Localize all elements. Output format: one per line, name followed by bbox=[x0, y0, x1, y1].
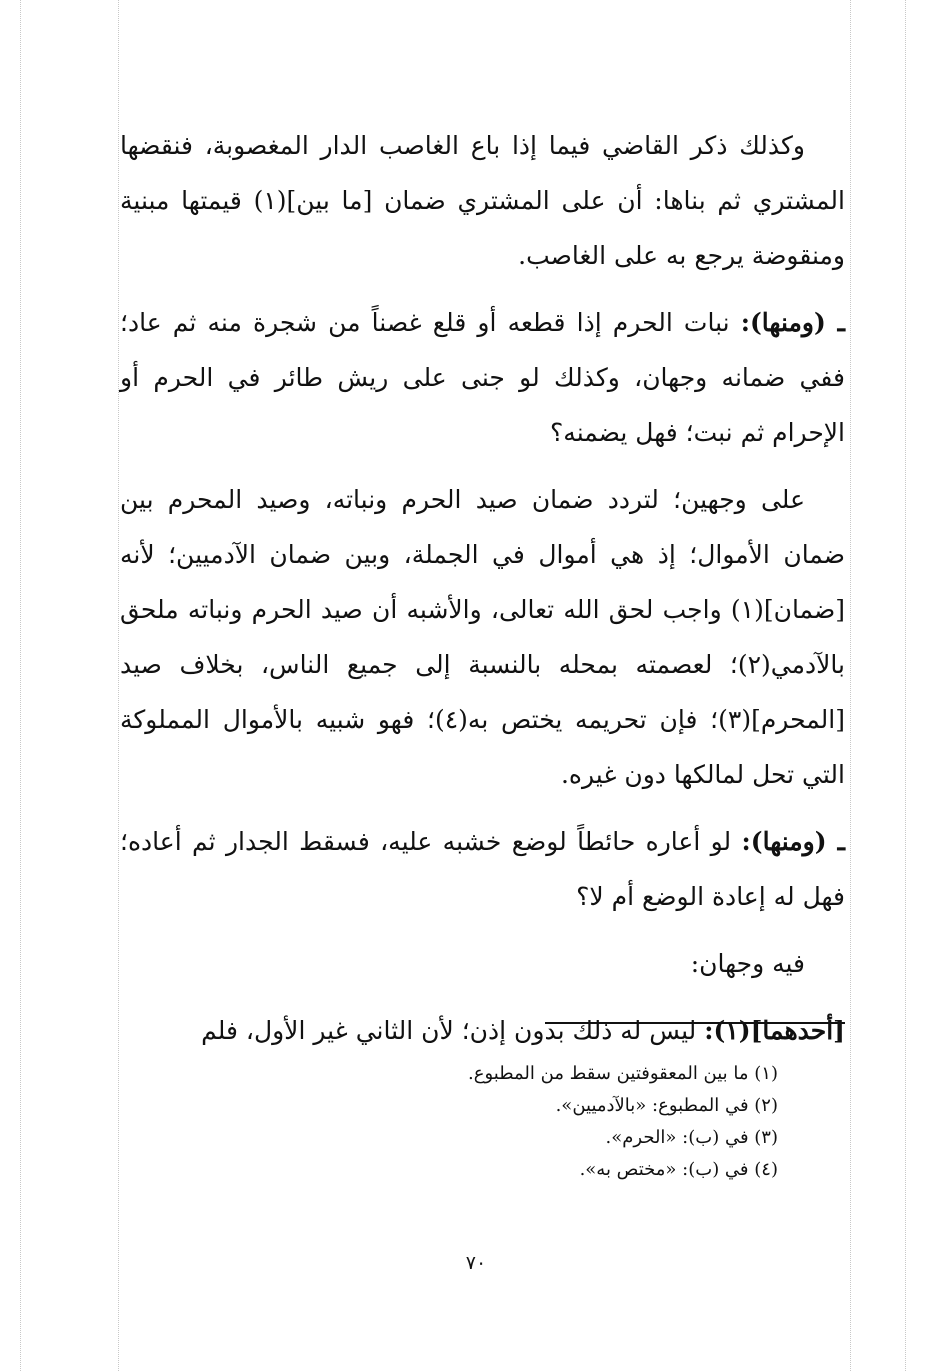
paragraph-qadi: وكذلك ذكر القاضي فيما إذا باع الغاصب الدار المغصوبة، فنقضها المشتري ثم بناها: أن على المشتري ضمان [ما بين](١) قيمتها مبنية ومنقوضة يرجع به على الغاصب. bbox=[120, 131, 845, 270]
issue-text: لو أعاره حائطاً لوضع خشبه عليه، فسقط الجدار ثم أعاده؛ فهل له إعادة الوضع أم لا؟ bbox=[120, 827, 845, 911]
issue-lead: ـ (ومنها): bbox=[741, 827, 845, 856]
scan-dotted-guide bbox=[118, 0, 119, 1371]
first-view-lead: [أحدهما](١): bbox=[704, 1016, 845, 1045]
footnote-separator bbox=[545, 1022, 845, 1024]
footnote-4: (٤) في (ب): «مختص به». bbox=[579, 1159, 778, 1180]
footnote-3: (٣) في (ب): «الحرم». bbox=[605, 1127, 778, 1148]
paragraph-haram-plants bbox=[120, 295, 845, 460]
scan-dotted-guide bbox=[850, 0, 851, 1371]
paragraph-wall-loan bbox=[120, 814, 845, 924]
page-number: ٧٠ bbox=[465, 1252, 487, 1274]
footnote-2: (٢) في المطبوع: «بالآدميين». bbox=[555, 1095, 778, 1116]
paragraph-two-aspects: فيه وجهان: bbox=[690, 949, 805, 978]
footnotes bbox=[300, 1058, 778, 1186]
issue-text: نبات الحرم إذا قطعه أو قلع غصناً من شجرة منه ثم عاد؛ ففي ضمانه وجهان، وكذلك لو جنى على ريش طائر في الحرم أو الإحرام ثم نبت؛ فهل يضمنه؟ bbox=[120, 308, 845, 447]
footnote-1: (١) ما بين المعقوفتين سقط من المطبوع. bbox=[468, 1063, 778, 1084]
paragraph-two-views: على وجهين؛ لتردد ضمان صيد الحرم ونباته، وصيد المحرم بين ضمان الأموال؛ إذ هي أموال في الجملة، وبين ضمان الآدميين؛ لأنه [ضمان](١) واجب لحق الله تعالى، والأشبه أن صيد الحرم ونباته ملحق بالآدمي(٢)؛ لعصمته بمحله بالنسبة إلى جميع الناس، بخلاف صيد [المحرم](٣)؛ فإن تحريمه يختص به(٤)؛ فهو شبيه بالأموال المملوكة التي تحل لمالكها دون غيره. bbox=[120, 485, 845, 789]
issue-lead: ـ (ومنها): bbox=[740, 308, 846, 337]
first-view-text: ليس له ذلك بدون إذن؛ لأن الثاني غير الأول، فلم bbox=[201, 1016, 697, 1045]
scan-dotted-guide bbox=[905, 0, 906, 1371]
main-text bbox=[120, 118, 845, 1070]
paragraph-first-view bbox=[120, 1003, 845, 1058]
scan-dotted-guide bbox=[20, 0, 21, 1371]
